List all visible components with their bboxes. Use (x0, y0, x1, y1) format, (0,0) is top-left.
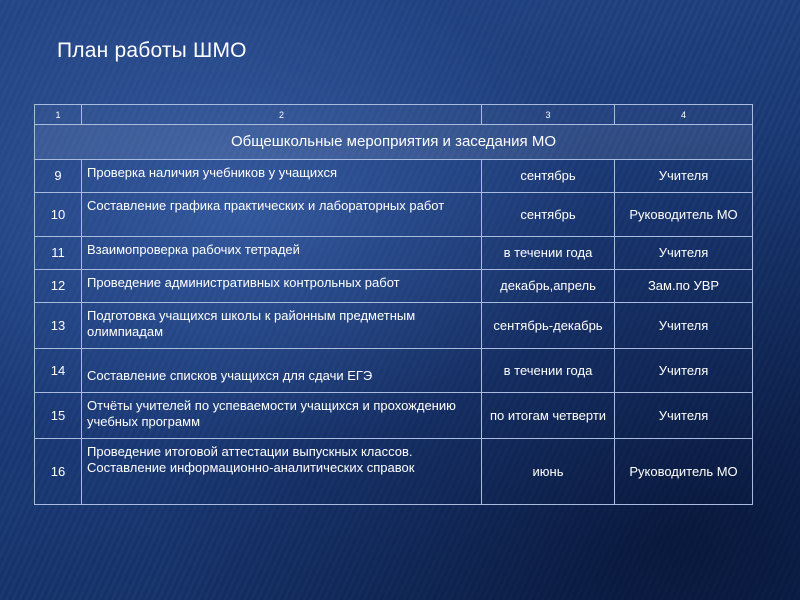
row-number: 16 (35, 439, 82, 505)
section-header-row (35, 125, 753, 160)
row-number: 15 (35, 393, 82, 439)
task-cell: Составление списков учащихся для сдачи ЕГЭ (82, 349, 482, 393)
task-cell: Проверка наличия учебников у учащихся (82, 160, 482, 193)
table-row (35, 303, 753, 349)
time-cell: в течении года (482, 237, 615, 270)
task-cell: Проведение итоговой аттестации выпускных классов. Составление информационно-аналитических справок (82, 439, 482, 505)
responsible-cell: Учителя (615, 160, 753, 193)
responsible-cell: Учителя (615, 237, 753, 270)
row-number: 13 (35, 303, 82, 349)
time-cell: сентябрь (482, 193, 615, 237)
responsible-cell: Руководитель МО (615, 193, 753, 237)
responsible-cell: Учителя (615, 349, 753, 393)
column-number-row (35, 105, 753, 125)
row-number: 9 (35, 160, 82, 193)
slide-title: План работы ШМО (57, 39, 247, 62)
section-title: Общешкольные мероприятия и заседания МО (35, 125, 753, 160)
task-cell: Взаимопроверка рабочих тетрадей (82, 237, 482, 270)
table-row (35, 270, 753, 303)
row-number: 12 (35, 270, 82, 303)
column-number: 1 (35, 105, 82, 125)
column-number: 3 (482, 105, 615, 125)
responsible-cell: Учителя (615, 393, 753, 439)
column-number: 4 (615, 105, 753, 125)
table-row (35, 193, 753, 237)
table-row (35, 439, 753, 505)
row-number: 10 (35, 193, 82, 237)
column-number: 2 (82, 105, 482, 125)
plan-table (34, 104, 753, 505)
time-cell: июнь (482, 439, 615, 505)
table-row (35, 349, 753, 393)
row-number: 11 (35, 237, 82, 270)
task-cell: Подготовка учащихся школы к районным предметным олимпиадам (82, 303, 482, 349)
table-row (35, 393, 753, 439)
row-number: 14 (35, 349, 82, 393)
time-cell: в течении года (482, 349, 615, 393)
time-cell: декабрь,апрель (482, 270, 615, 303)
time-cell: сентябрь-декабрь (482, 303, 615, 349)
responsible-cell: Руководитель МО (615, 439, 753, 505)
time-cell: сентябрь (482, 160, 615, 193)
table-row (35, 237, 753, 270)
time-cell: по итогам четверти (482, 393, 615, 439)
task-cell: Отчёты учителей по успеваемости учащихся и прохождению учебных программ (82, 393, 482, 439)
responsible-cell: Учителя (615, 303, 753, 349)
task-cell: Составление графика практических и лабораторных работ (82, 193, 482, 237)
task-cell: Проведение административных контрольных работ (82, 270, 482, 303)
table-row (35, 160, 753, 193)
responsible-cell: Зам.по УВР (615, 270, 753, 303)
